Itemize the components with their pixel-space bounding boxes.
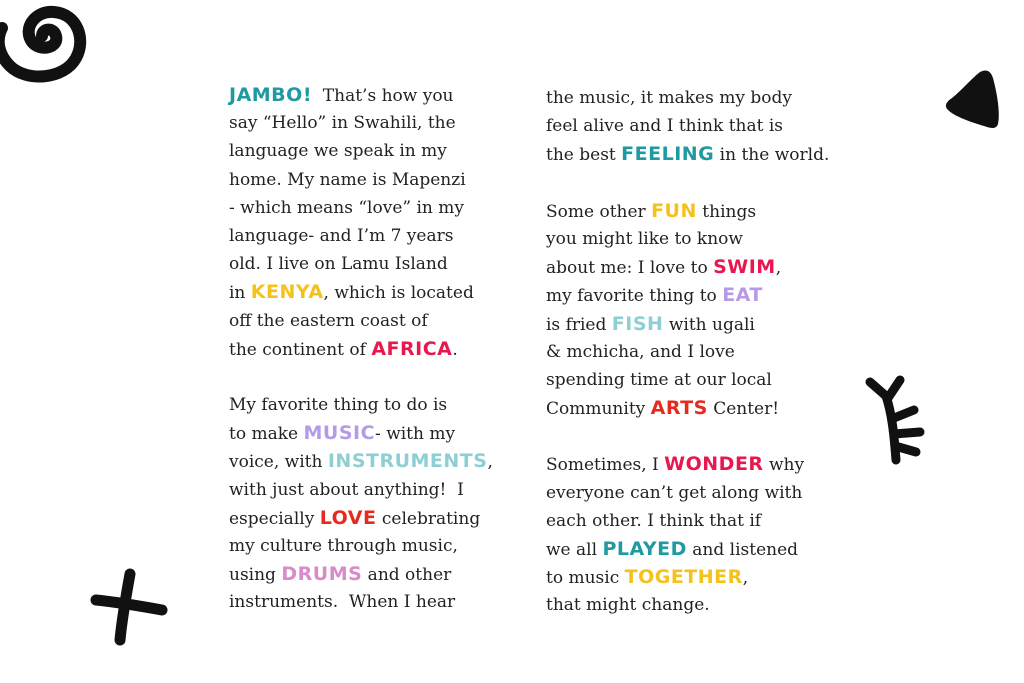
swim-word: SWIM xyxy=(713,256,776,279)
music-word: MUSIC xyxy=(303,422,376,445)
drums-word: DRUMS xyxy=(281,563,363,586)
instruments-word: INSTRUMENTS xyxy=(327,450,488,473)
feeling-paragraph: the music, it makes my body feel alive and I think that is the best FEELING in the world. xyxy=(546,84,829,169)
triangle-icon xyxy=(940,66,1004,132)
wonder-paragraph: Sometimes, I WONDER why everyone can’t get along with each other. I think that if we all PLAYED and listened to music TOGETHER, that might change. xyxy=(546,450,829,619)
played-word: PLAYED xyxy=(602,538,687,560)
love-word: LOVE xyxy=(319,506,377,529)
arts-word: ARTS xyxy=(650,397,708,420)
feeling-word: FEELING xyxy=(621,143,715,166)
music-paragraph: My favorite thing to do is to make MUSIC- with my voice, with INSTRUMENTS, with just about anything! I especially LOVE celebrating my culture through music, using DRUMS and other instruments. When I hear xyxy=(229,395,493,613)
left-column xyxy=(229,81,493,645)
branch-icon xyxy=(862,374,932,466)
fun-facts-paragraph: Some other FUN things you might like to know about me: I love to SWIM, my favorite thing to EAT is fried FISH with ugali & mchicha, and I love spending time at our local Community ARTS Center! xyxy=(546,197,829,423)
kenya-word: KENYA xyxy=(250,281,324,304)
africa-word: AFRICA xyxy=(371,337,453,360)
spiral-icon xyxy=(0,0,110,95)
fun-word: FUN xyxy=(651,199,697,222)
fish-word: FISH xyxy=(611,312,664,335)
jambo-word: JAMBO! xyxy=(229,84,312,106)
together-word: TOGETHER xyxy=(624,566,743,589)
cross-icon xyxy=(88,566,170,648)
intro-paragraph: JAMBO! That’s how you say “Hello” in Swahili, the language we speak in my home. My name is Mapenzi - which means “love” in my language- and I’m 7 years old. I live on Lamu Island in KENYA, which is located off the eastern coast of the continent of AFRICA. xyxy=(229,81,493,363)
right-column xyxy=(546,84,829,648)
wonder-word: WONDER xyxy=(664,453,764,476)
eat-word: EAT xyxy=(722,284,763,307)
